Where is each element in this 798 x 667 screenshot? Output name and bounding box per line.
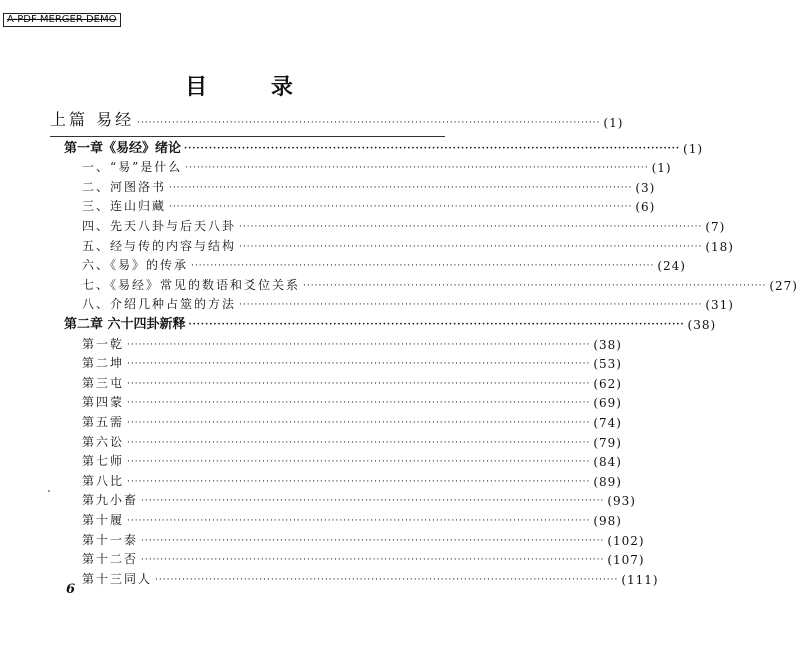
toc-entry-label: 第四蒙	[82, 395, 125, 410]
dot-leader: ························································································································	[127, 398, 591, 409]
toc-entry[interactable]	[82, 157, 672, 176]
toc-entry-page: (69)	[593, 396, 622, 411]
dot-leader: ························································································································	[141, 535, 605, 546]
toc-entry-page: (31)	[705, 298, 734, 313]
dot-leader: ························································································································	[127, 516, 591, 526]
toc-entry-label: 三、连山归藏	[82, 199, 167, 214]
page-title: 目 录	[185, 75, 321, 100]
toc-entry-page: (111)	[621, 572, 659, 587]
toc-entry[interactable]	[82, 216, 726, 234]
toc-entry[interactable]	[82, 412, 622, 430]
dot-leader: ························································································································	[141, 496, 605, 507]
dot-leader: ························································································································	[127, 457, 591, 468]
toc-entry[interactable]	[82, 294, 734, 313]
page-number: 6	[66, 582, 76, 597]
toc-entry-label: 第二章 六十四卦新释	[64, 317, 186, 332]
toc-entry[interactable]	[82, 530, 645, 548]
dot-leader: ························································································································	[127, 359, 591, 370]
toc-entry-label: 五、经与传的内容与结构	[82, 238, 237, 253]
toc-entry-page: (1)	[603, 116, 624, 130]
dot-leader: ························································································································	[141, 555, 605, 566]
scan-speck	[48, 490, 50, 492]
toc-entry-page: (102)	[607, 533, 645, 548]
toc-entry-page: (38)	[687, 318, 717, 332]
dot-leader: ························································································································	[239, 222, 703, 232]
toc-entry-label: 第一章《易经》绪论	[64, 140, 182, 156]
toc-entry-label: 上篇 易经	[50, 110, 135, 129]
toc-entry[interactable]	[82, 196, 656, 215]
toc-entry[interactable]	[64, 314, 717, 332]
dot-leader: ························································································································	[127, 418, 591, 428]
toc-entry-page: (84)	[593, 455, 622, 470]
dot-leader: ························································································································	[239, 241, 703, 252]
toc-entry[interactable]	[64, 138, 704, 156]
toc-entry[interactable]	[82, 569, 659, 587]
dot-leader: ························································································································	[127, 339, 591, 350]
dot-leader: ························································································································	[127, 437, 591, 448]
toc-entry-label: 第十履	[82, 513, 125, 527]
toc-entry-page: (27)	[769, 278, 798, 293]
watermark-label: A-PDF MERGER DEMO	[3, 13, 121, 27]
toc-entry[interactable]	[82, 177, 656, 195]
dot-leader: ························································································································	[169, 202, 633, 213]
toc-entry[interactable]	[82, 471, 622, 489]
toc-entry-page: (74)	[593, 416, 622, 430]
toc-entry[interactable]	[82, 549, 645, 568]
toc-entry-page: (89)	[593, 474, 622, 489]
toc-entry-label: 第六讼	[82, 434, 125, 449]
toc-entry-label: 第九小畜	[82, 493, 139, 508]
toc-entry[interactable]	[82, 236, 734, 254]
toc-entry-page: (98)	[593, 514, 622, 528]
toc-entry-page: (7)	[705, 220, 726, 234]
toc-entry[interactable]	[82, 510, 622, 528]
toc-entry-label: 第二坤	[82, 356, 125, 371]
toc-entry[interactable]	[82, 334, 622, 352]
toc-entry-page: (53)	[593, 357, 622, 372]
toc-entry-label: 第十二否	[82, 552, 139, 567]
toc-entry-label: 第五需	[82, 415, 125, 429]
toc-entry[interactable]	[50, 110, 624, 130]
toc-entry[interactable]	[82, 432, 622, 450]
dot-leader: ························································································································	[137, 118, 601, 128]
toc-entry-page: (93)	[607, 494, 636, 509]
toc-entry[interactable]	[82, 392, 622, 411]
dot-leader: ························································································································	[127, 476, 591, 487]
dot-leader: ························································································································	[188, 320, 685, 330]
toc-entry-label: 八、介绍几种占筮的方法	[82, 297, 237, 312]
toc-entry-page: (1)	[651, 161, 672, 176]
dot-leader: ························································································································	[127, 378, 591, 389]
toc-entry-page: (79)	[593, 435, 622, 450]
toc-entry-label: 第三屯	[82, 375, 125, 390]
toc-entry-page: (38)	[593, 337, 622, 352]
toc-entry-label: 一、“易”是什么	[82, 160, 183, 175]
toc-entry[interactable]	[82, 275, 798, 293]
toc-entry-label: 第八比	[82, 473, 125, 488]
toc-entry-page: (24)	[657, 259, 686, 274]
toc-entry-page: (3)	[635, 180, 656, 195]
dot-leader: ························································································································	[303, 280, 767, 291]
toc-entry-page: (1)	[683, 141, 704, 156]
toc-entry-label: 四、先天八卦与后天八卦	[82, 219, 237, 233]
toc-entry-label: 二、河图洛书	[82, 179, 167, 194]
dot-leader: ························································································································	[155, 574, 619, 585]
dot-leader: ························································································································	[185, 163, 649, 174]
toc-entry-label: 第十三同人	[82, 571, 153, 586]
toc-entry-label: 第一乾	[82, 336, 125, 351]
toc-entry-page: (6)	[635, 200, 656, 215]
toc-entry[interactable]	[82, 490, 636, 509]
dot-leader: ························································································································	[191, 261, 655, 272]
toc-entry-page: (107)	[607, 553, 645, 568]
dot-leader: ························································································································	[184, 143, 681, 154]
toc-entry[interactable]	[82, 451, 622, 470]
toc-entry-label: 第十一泰	[82, 532, 139, 547]
dot-leader: ························································································································	[169, 182, 633, 193]
dot-leader: ························································································································	[239, 300, 703, 311]
toc-entry[interactable]	[82, 373, 622, 391]
toc-entry-label: 第七师	[82, 454, 125, 469]
toc-entry[interactable]	[82, 353, 622, 372]
toc-entry-page: (18)	[705, 239, 734, 254]
toc-entry[interactable]	[82, 255, 686, 274]
toc-entry-label: 七、《易经》常见的数语和爻位关系	[82, 277, 301, 292]
toc-entry-page: (62)	[593, 376, 622, 391]
toc-entry-label: 六、《易》的传承	[82, 258, 189, 273]
